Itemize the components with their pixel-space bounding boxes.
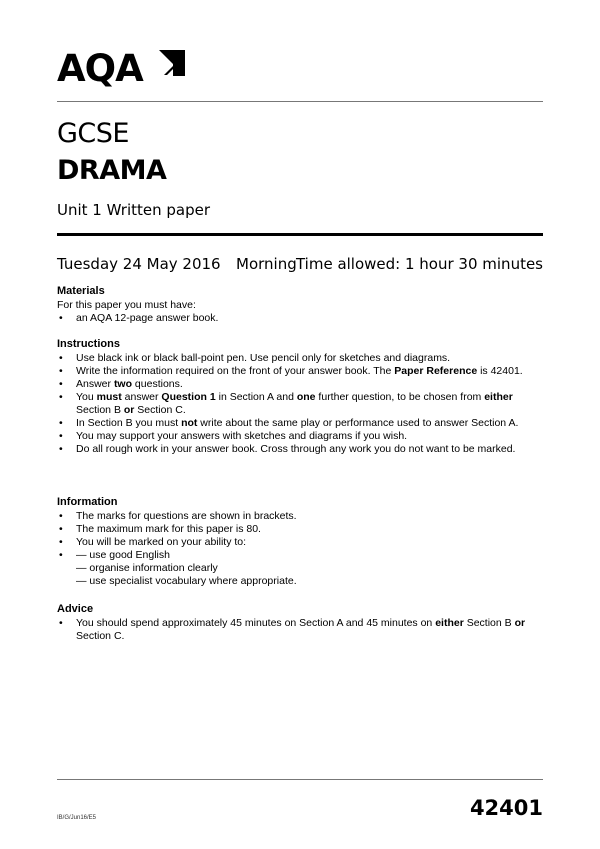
information-item: — use specialist vocabulary where appropriate. [76,575,297,587]
time-allowed: Time allowed: 1 hour 30 minutes [295,255,543,273]
information-item: • — use good English [57,549,547,562]
footer-code: IB/G/Jun16/E5 [57,815,97,821]
advice-heading: Advice [57,603,94,615]
instruction-item: • You must answer Question 1 in Section A and one further question, to be chosen from either Section B or Section C. [57,391,547,417]
title-divider [57,233,543,236]
materials-heading: Materials [57,285,105,297]
paper-reference: 42401 [469,796,543,820]
subject-title: DRAMA [57,155,167,186]
aqa-logo [57,47,197,91]
unit-title: Unit 1 Written paper [57,201,211,219]
instructions-heading: Instructions [57,338,120,350]
exam-session: Morning [236,255,297,273]
instruction-item: • Use black ink or black ball-point pen. Use pencil only for sketches and diagrams. [57,352,547,365]
header-divider [57,101,543,102]
advice-item: • You should spend approximately 45 minutes on Section A and 45 minutes on either Section B or Section C. [57,617,547,643]
footer-divider [57,779,543,780]
advice-section [57,603,547,643]
logo-text: AQA [57,47,143,90]
information-item: — organise information clearly [76,562,218,574]
materials-section [57,285,547,325]
information-section [57,496,547,588]
instruction-item: • Write the information required on the front of your answer book. The Paper Reference is 42401. [57,365,547,378]
instruction-item: • You may support your answers with sketches and diagrams if you wish. [57,430,547,443]
instruction-item: • Do all rough work in your answer book. Cross through any work you do not want to be marked. [57,443,547,456]
materials-item: • an AQA 12-page answer book. [57,312,547,325]
instruction-item: • In Section B you must not write about the same play or performance used to answer Section A. [57,417,547,430]
instructions-section [57,338,547,456]
information-item: • The marks for questions are shown in brackets. [57,510,547,523]
information-heading: Information [57,496,118,508]
logo-mark-icon [157,49,187,77]
information-item: • You will be marked on your ability to: [57,536,547,549]
qualification: GCSE [57,118,129,149]
instruction-item: • Answer two questions. [57,378,547,391]
materials-intro: For this paper you must have: [57,299,196,311]
exam-date: Tuesday 24 May 2016 [57,255,221,273]
information-item: • The maximum mark for this paper is 80. [57,523,547,536]
